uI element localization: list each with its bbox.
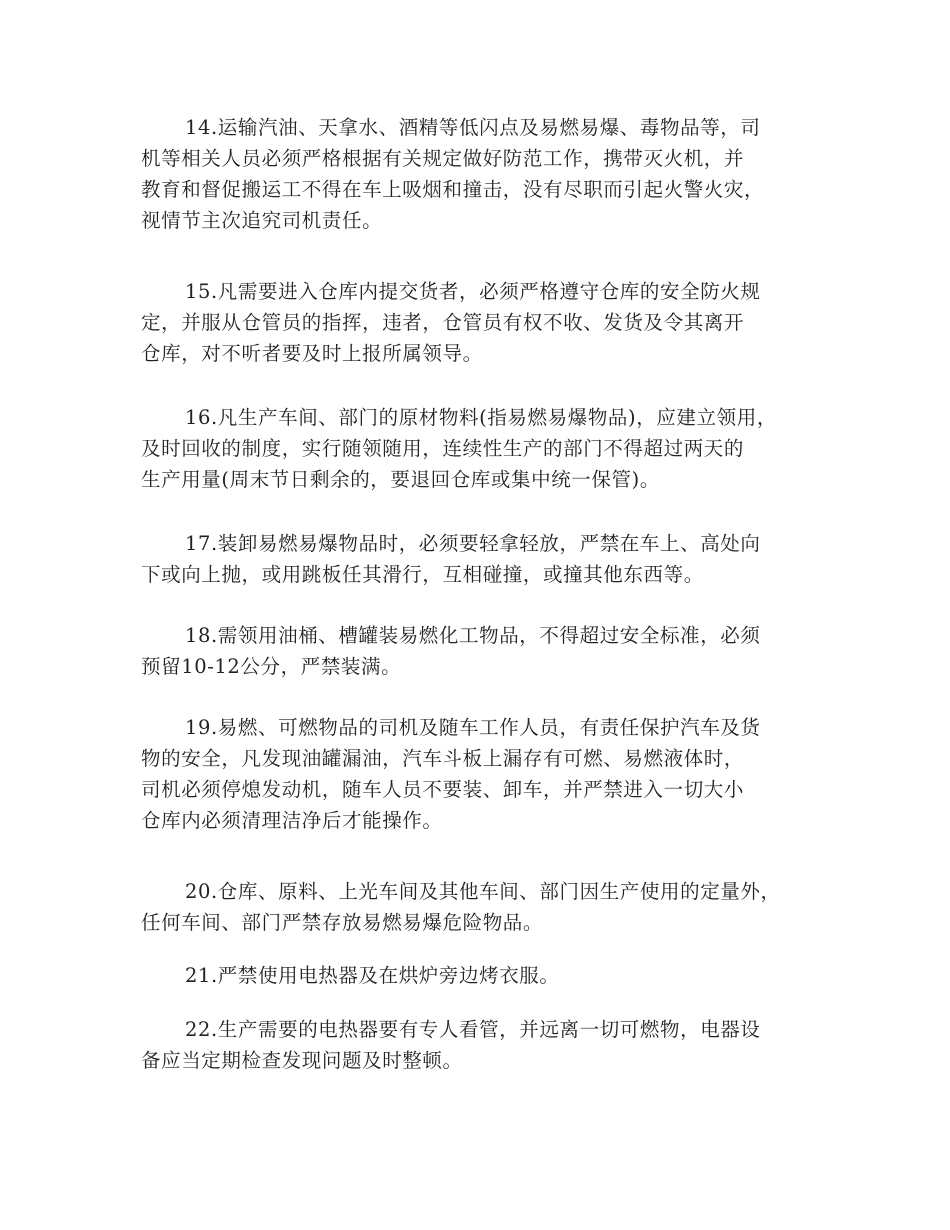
paragraph-line: 备应当定期检查发现问题及时整顿。 <box>141 1049 463 1072</box>
paragraph-19 <box>141 712 821 836</box>
paragraph-18 <box>141 620 821 682</box>
paragraph-line: 19.易燃、可燃物品的司机及随车工作人员，有责任保护汽车及货 <box>185 716 761 739</box>
paragraph-line: 下或向上抛，或用跳板任其滑行，互相碰撞，或撞其他东西等。 <box>141 563 704 586</box>
paragraph-line: 21.严禁使用电热器及在烘炉旁边烤衣服。 <box>185 964 560 987</box>
paragraph-line: 生产用量(周末节日剩余的，要退回仓库或集中统一保管)。 <box>141 468 660 491</box>
paragraph-line: 教育和督促搬运工不得在车上吸烟和撞击，没有尽职而引起火警火灾， <box>141 178 765 201</box>
paragraph-line: 司机必须停熄发动机，随车人员不要装、卸车，并严禁进入一切大小 <box>141 778 745 801</box>
paragraph-line: 视情节主次追究司机责任。 <box>141 209 383 232</box>
paragraph-line: 16.凡生产车间、部门的原材物料(指易燃易爆物品)，应建立领用， <box>185 406 777 429</box>
paragraph-line: 22.生产需要的电热器要有专人看管，并远离一切可燃物，电器设 <box>185 1018 761 1041</box>
paragraph-line: 任何车间、部门严禁存放易燃易爆危险物品。 <box>141 911 544 934</box>
paragraph-17 <box>141 528 821 590</box>
paragraph-line: 仓库，对不听者要及时上报所属领导。 <box>141 342 483 365</box>
paragraph-line: 17.装卸易燃易爆物品时，必须要轻拿轻放，严禁在车上、高处向 <box>185 532 761 555</box>
paragraph-line: 机等相关人员必须严格根据有关规定做好防范工作，携带灭火机，并 <box>141 147 745 170</box>
paragraph-line: 定，并服从仓管员的指挥，违者，仓管员有权不收、发货及令其离开 <box>141 311 745 334</box>
paragraph-15 <box>141 276 821 369</box>
paragraph-16 <box>141 402 821 495</box>
paragraph-14 <box>141 112 821 236</box>
paragraph-line: 20.仓库、原料、上光车间及其他车间、部门因生产使用的定量外， <box>185 880 781 903</box>
paragraph-21 <box>141 960 821 991</box>
paragraph-line: 14.运输汽油、天拿水、酒精等低闪点及易燃易爆、毒物品等，司 <box>185 116 761 139</box>
paragraph-line: 18.需领用油桶、槽罐装易燃化工物品，不得超过安全标准，必须 <box>185 624 761 647</box>
paragraph-line: 及时回收的制度，实行随领随用，连续性生产的部门不得超过两天的 <box>141 437 745 460</box>
paragraph-line: 仓库内必须清理洁净后才能操作。 <box>141 809 443 832</box>
paragraph-20 <box>141 876 821 938</box>
paragraph-line: 预留10-12公分，严禁装满。 <box>141 655 402 678</box>
paragraph-22 <box>141 1014 821 1076</box>
paragraph-line: 15.凡需要进入仓库内提交货者，必须严格遵守仓库的安全防火规 <box>185 280 761 303</box>
paragraph-line: 物的安全，凡发现油罐漏油，汽车斗板上漏存有可燃、易燃液体时， <box>141 747 745 770</box>
